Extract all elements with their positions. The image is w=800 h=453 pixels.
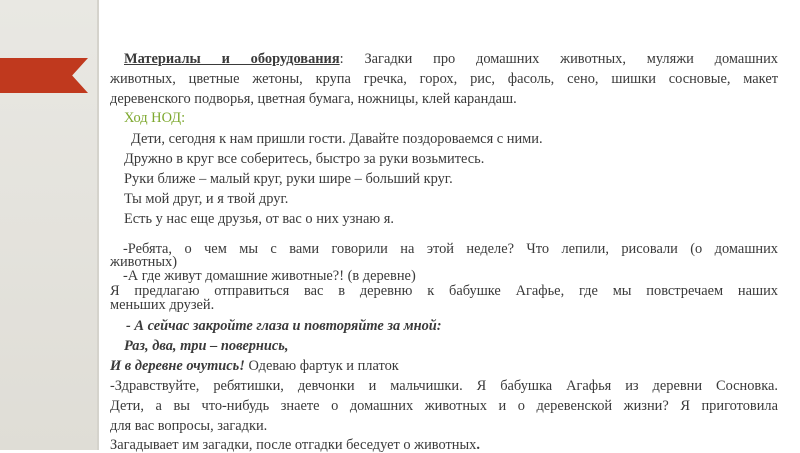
- question-3-line-1: Я предлагаю отправиться вас в деревню к бабушке Агафье, где мы повстречаем наших: [110, 283, 778, 299]
- chant-2-rest: Одеваю фартук и платок: [244, 358, 399, 374]
- final-line: [110, 437, 480, 453]
- final-line-dot: .: [476, 437, 480, 453]
- greeting-line-2: Дети, а вы что-нибудь знаете о домашних животных и о деревенской жизни? Я приготовила: [110, 398, 778, 414]
- greeting-line-1: -Здравствуйте, ребятишки, девчонки и мальчишки. Я бабушка Агафья из деревни Сосновка.: [110, 378, 778, 394]
- materials-line-1: [124, 51, 778, 67]
- paragraph-4: Ты мой друг, и я твой друг.: [124, 191, 289, 207]
- chant-2-bold: И в деревне очутись!: [110, 358, 245, 374]
- question-2: -А где живут домашние животные?! (в деревне): [123, 268, 416, 284]
- course-heading: Ход НОД:: [124, 110, 186, 126]
- paragraph-2: Дружно в круг все соберитесь, быстро за руки возьмитесь.: [124, 151, 485, 167]
- command-line: - А сейчас закройте глаза и повторяйте за мной:: [126, 318, 442, 334]
- materials-line-2: животных, цветные жетоны, крупа гречка, горох, рис, фасоль, сено, шишки сосновые, макет: [110, 71, 778, 87]
- paragraph-5: Есть у нас еще друзья, от вас о них узнаю я.: [124, 211, 394, 227]
- question-3-line-2: меньших друзей.: [110, 297, 215, 313]
- paragraph-1: Дети, сегодня к нам пришли гости. Давайте поздороваемся с ними.: [131, 131, 543, 147]
- question-1-line-2: животных): [110, 254, 177, 270]
- materials-text-1: : Загадки про домашних животных, муляжи домашних: [339, 51, 778, 67]
- chant-line-1: Раз, два, три – повернись,: [124, 338, 289, 354]
- paragraph-3: Руки ближе – малый круг, руки шире – больший круг.: [124, 171, 453, 187]
- greeting-line-3: для вас вопросы, загадки.: [110, 418, 268, 434]
- materials-label: Материалы и оборудования: [124, 51, 340, 67]
- chant-line-2: [110, 358, 399, 374]
- question-1-line-1: -Ребята, о чем мы с вами говорили на этой неделе? Что лепили, рисовали (о домашних: [123, 241, 778, 257]
- materials-line-3: деревенского подворья, цветная бумага, ножницы, клей карандаш.: [110, 91, 517, 107]
- final-line-text: Загадывает им загадки, после отгадки беседует о животных: [110, 437, 477, 453]
